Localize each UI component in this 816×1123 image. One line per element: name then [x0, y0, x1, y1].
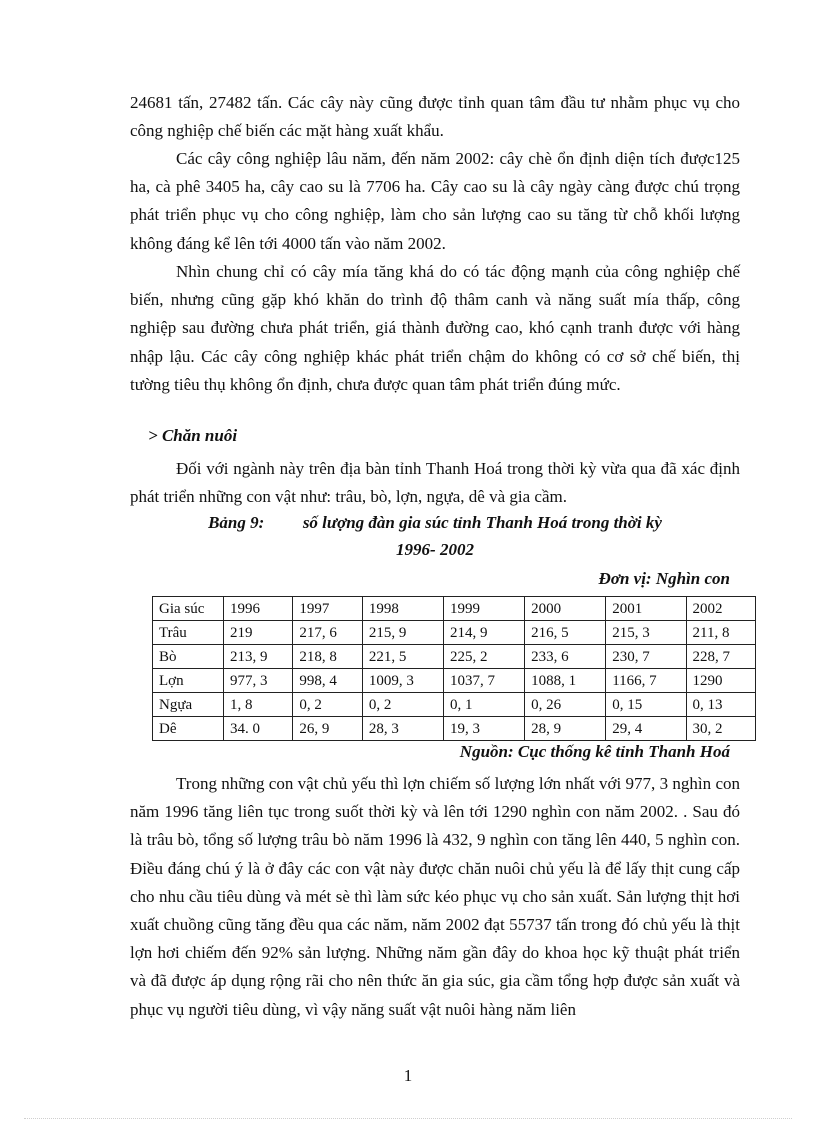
- livestock-table: [152, 596, 756, 741]
- table-cell: 0, 1: [443, 693, 524, 717]
- table-source: Nguồn: Cục thống kê tỉnh Thanh Hoá: [459, 742, 730, 761]
- paragraph-4: Đối với ngành này trên địa bàn tỉnh Thanh Hoá trong thời kỳ vừa qua đã xác định phát triển những con vật như: trâu, bò, lợn, ngựa, dê và gia cầm.: [130, 459, 740, 507]
- table-cell: 0, 15: [606, 693, 686, 717]
- table-row-label: Ngựa: [153, 693, 224, 717]
- heading-text: Chăn nuôi: [161, 426, 238, 445]
- table-row-label: Bò: [153, 645, 224, 669]
- table-cell: 19, 3: [443, 717, 524, 741]
- table-cell: 233, 6: [525, 645, 606, 669]
- table-caption: [130, 513, 740, 533]
- table-cell: 34. 0: [224, 717, 293, 741]
- table-cell: 219: [224, 621, 293, 645]
- table-cell: 211, 8: [686, 621, 756, 645]
- table-header-cell: 2000: [525, 597, 606, 621]
- table-cell: 213, 9: [224, 645, 293, 669]
- table-header-cell: Gia súc: [153, 597, 224, 621]
- table-cell: 28, 9: [525, 717, 606, 741]
- table-header-cell: 1997: [293, 597, 362, 621]
- table-cell: 26, 9: [293, 717, 362, 741]
- table-header-cell: 1996: [224, 597, 293, 621]
- table-cell: 0, 2: [293, 693, 362, 717]
- table-row: [153, 693, 756, 717]
- table-caption-title: số lượng đàn gia súc tỉnh Thanh Hoá trong thời kỳ: [302, 513, 662, 532]
- table-cell: 977, 3: [224, 669, 293, 693]
- table-cell: 30, 2: [686, 717, 756, 741]
- table-cell: 28, 3: [362, 717, 443, 741]
- table-cell: 216, 5: [525, 621, 606, 645]
- table-cell: 0, 2: [362, 693, 443, 717]
- table-cell: 215, 3: [606, 621, 686, 645]
- table-header-cell: 2002: [686, 597, 756, 621]
- table-cell: 1166, 7: [606, 669, 686, 693]
- table-caption-label: Bảng 9:: [208, 513, 265, 532]
- table-row: [153, 645, 756, 669]
- paragraph-1: 24681 tấn, 27482 tấn. Các cây này cũng được tỉnh quan tâm đầu tư nhằm phục vụ cho công nghiệp chế biến các mặt hàng xuất khẩu.: [130, 93, 740, 141]
- table-row: [153, 669, 756, 693]
- table-cell: 29, 4: [606, 717, 686, 741]
- table-cell: 228, 7: [686, 645, 756, 669]
- table-cell: 225, 2: [443, 645, 524, 669]
- table-cell: 1009, 3: [362, 669, 443, 693]
- heading-marker: >: [148, 426, 158, 445]
- table-caption-years: 1996- 2002: [396, 540, 474, 559]
- table-row: [153, 717, 756, 741]
- paragraph-2: Các cây công nghiệp lâu năm, đến năm 2002: cây chè ổn định diện tích được125 ha, cà phê 3405 ha, cây cao su là 7706 ha. Cây cao su là cây ngày càng được chú trọng phát triển phục vụ cho công nghiệp, làm cho sản lượng cao su tăng từ chỗ khối lượng không đáng kể lên tới 4000 tấn vào năm 2002.: [130, 149, 740, 253]
- page-number: 1: [403, 1066, 413, 1085]
- table-header-cell: 1998: [362, 597, 443, 621]
- table-header-cell: 2001: [606, 597, 686, 621]
- table-row-label: Dê: [153, 717, 224, 741]
- paragraph-3: Nhìn chung chỉ có cây mía tăng khá do có tác động mạnh của công nghiệp chế biến, nhưng cũng gặp khó khăn do trình độ thâm canh và năng suất mía thấp, công nghiệp sau đường chưa phát triển, giá thành đường cao, khó cạnh tranh được với hàng nhập lậu. Các cây công nghiệp khác phát triển chậm do không có cơ sở chế biến, thị tường tiêu thụ không ổn định, chưa được quan tâm phát triển đúng mức.: [130, 262, 740, 394]
- section-heading: [148, 426, 237, 446]
- footer-divider: [24, 1118, 792, 1119]
- table-cell: 218, 8: [293, 645, 362, 669]
- table-cell: 217, 6: [293, 621, 362, 645]
- table-row-label: Trâu: [153, 621, 224, 645]
- table-cell: 1037, 7: [443, 669, 524, 693]
- table-unit: Đơn vị: Nghìn con: [598, 569, 730, 588]
- table-header-cell: 1999: [443, 597, 524, 621]
- table-cell: 221, 5: [362, 645, 443, 669]
- table-cell: 1290: [686, 669, 756, 693]
- table-cell: 214, 9: [443, 621, 524, 645]
- table-row-label: Lợn: [153, 669, 224, 693]
- table-cell: 0, 13: [686, 693, 756, 717]
- table-cell: 0, 26: [525, 693, 606, 717]
- table-header-row: [153, 597, 756, 621]
- table-row: [153, 621, 756, 645]
- table-cell: 1088, 1: [525, 669, 606, 693]
- table-cell: 1, 8: [224, 693, 293, 717]
- paragraph-5: Trong những con vật chủ yếu thì lợn chiếm số lượng lớn nhất với 977, 3 nghìn con năm 1996 tăng liên tục trong suốt thời kỳ và lên tới 1290 nghìn con năm 2002. . Sau đó là trâu bò, tổng số lượng trâu bò năm 1996 là 432, 9 nghìn con tăng lên 440, 5 nghìn con. Điều đáng chú ý là ở đây các con vật này được chăn nuôi chủ yếu là để lấy thịt cung cấp cho nhu cầu tiêu dùng và mét sè thì làm sức kéo phục vụ cho sản xuất. Sản lượng thịt hơi xuất chuồng cũng tăng đều qua các năm, năm 2002 đạt 55737 tấn trong đó chủ yếu là thịt lợn hơi chiếm đến 92% sản lượng. Những năm gần đây do khoa học kỹ thuật phát triển và đã được áp dụng rộng rãi cho nên thức ăn gia súc, gia cầm tổng hợp được sản xuất và phục vụ người tiêu dùng, vì vậy năng suất vật nuôi hàng năm liên: [130, 774, 740, 1019]
- table-cell: 230, 7: [606, 645, 686, 669]
- table-cell: 998, 4: [293, 669, 362, 693]
- table-cell: 215, 9: [362, 621, 443, 645]
